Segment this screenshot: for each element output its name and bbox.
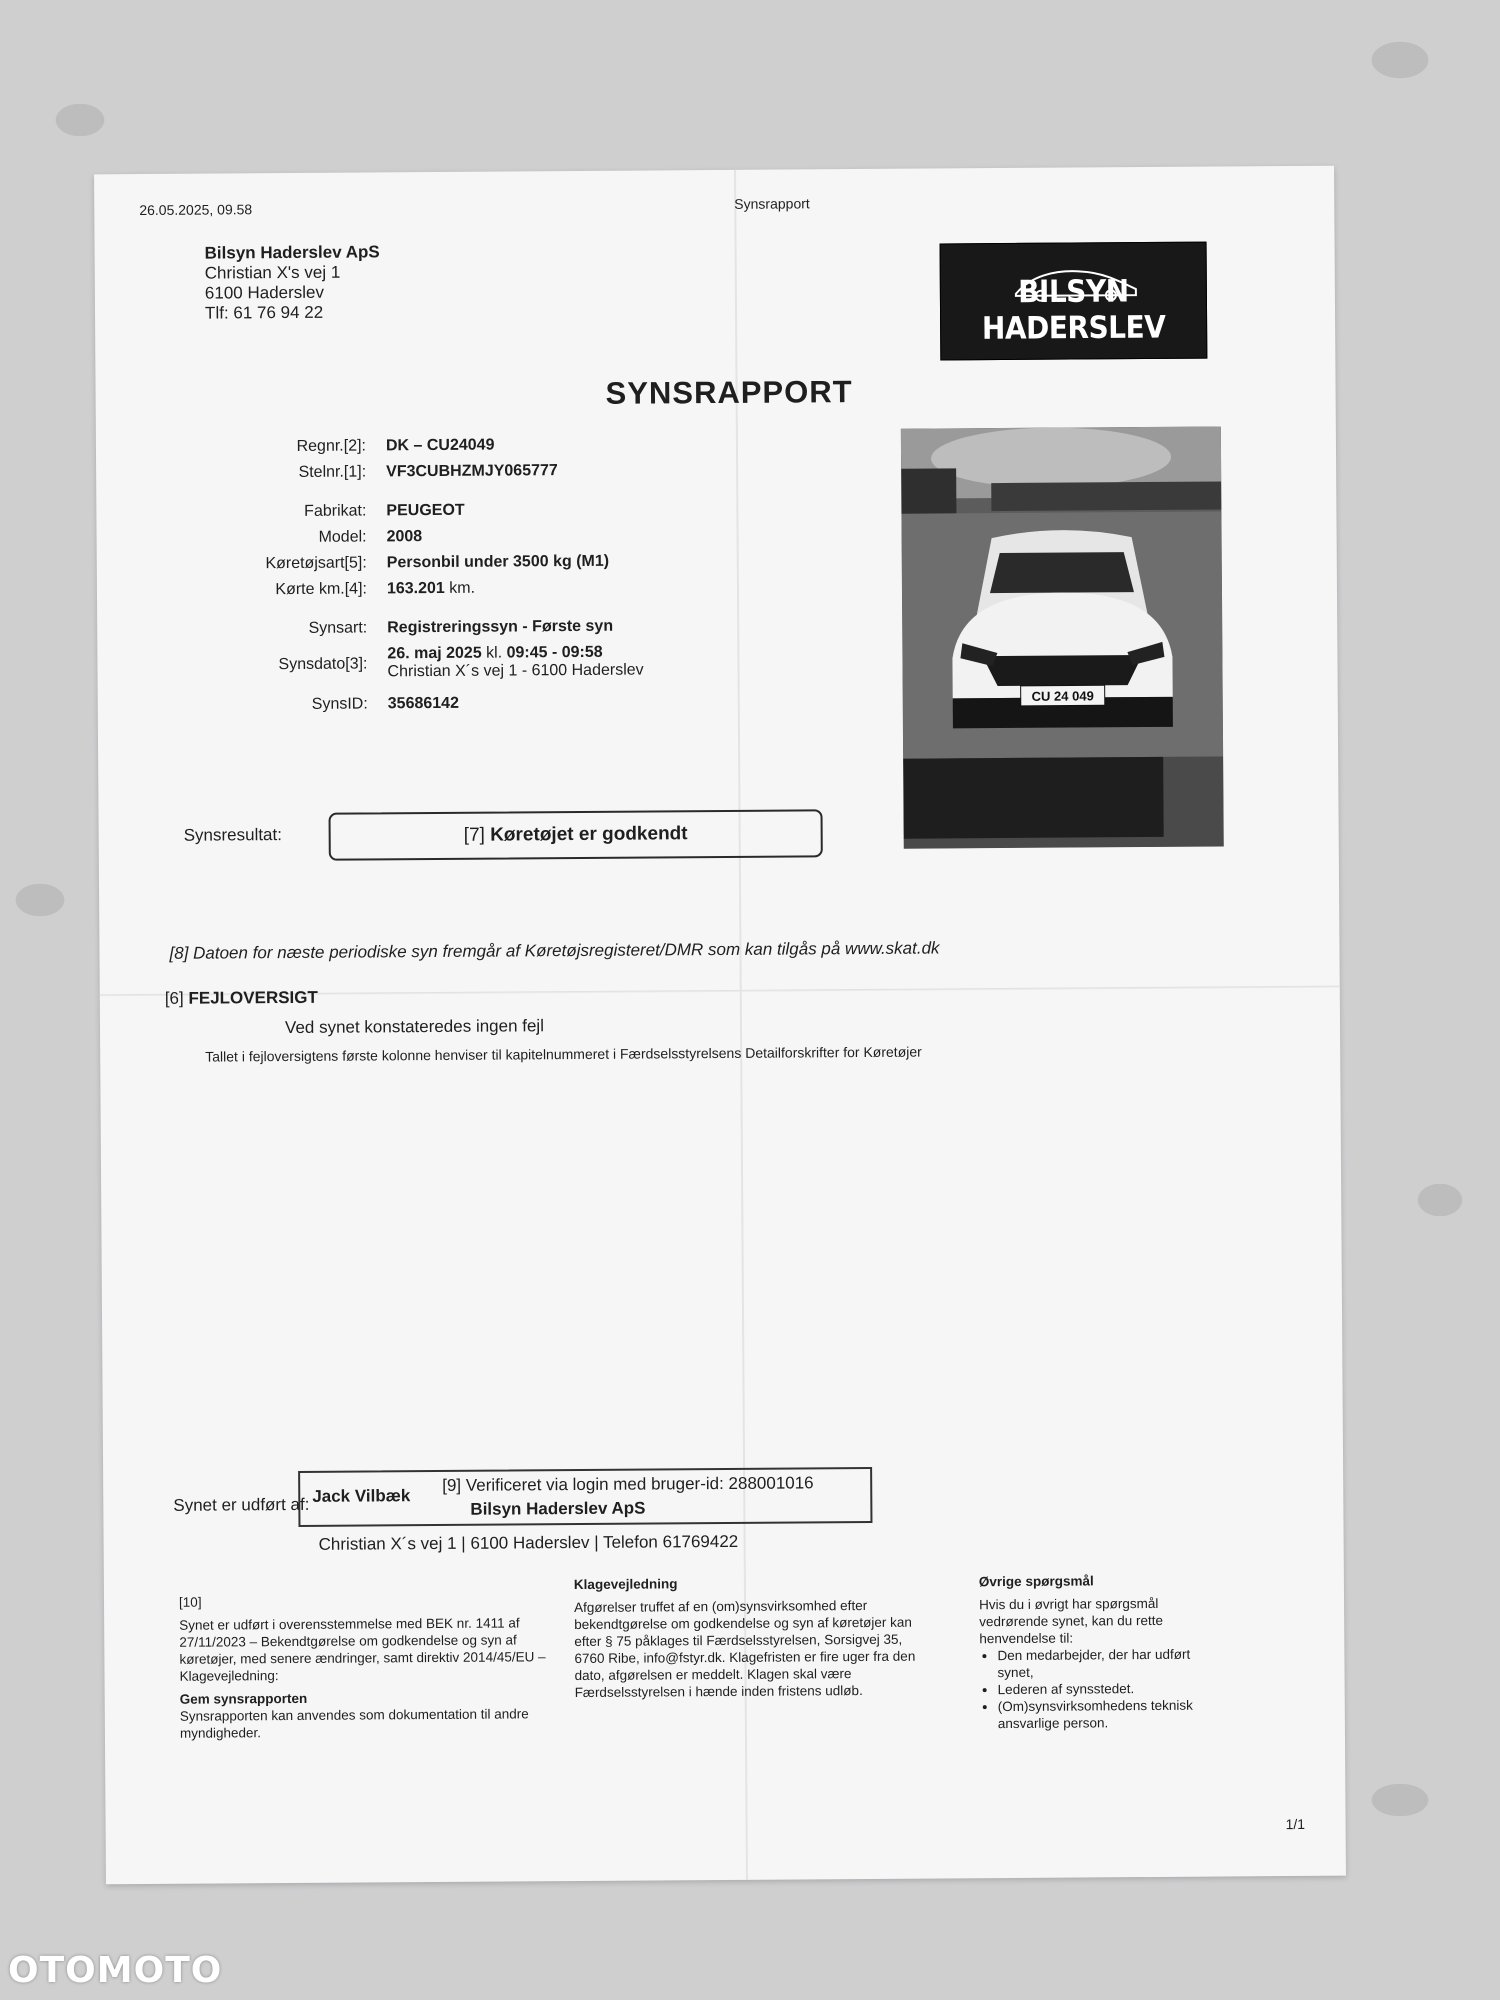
logo-text: BILSYN HADERSLEV: [981, 272, 1166, 347]
watermark-logo: OTOMOTO: [8, 1950, 223, 1991]
footer-code: [10]: [178, 1594, 202, 1610]
field-label: Model:: [318, 528, 367, 546]
fault-code: [6]: [164, 988, 184, 1008]
footer-legal-text: Synet er udført i overensstemmelse med BEK nr. 1411 af 27/11/2023 – Bekendtgørelse om godkendelse og syn af køretøjer, med senere ændringer, samt direktiv 2014/45/EU – Klagevejledning:: [179, 1615, 546, 1684]
contact-line: Christian X´s vej 1 | 6100 Haderslev | Telefon 61769422: [318, 1531, 739, 1554]
vehicle-photo: [901, 426, 1224, 848]
page-number: 1/1: [1285, 1815, 1306, 1833]
field-place: Christian X´s vej 1 - 6100 Haderslev: [387, 661, 644, 681]
company-name: Bilsyn Haderslev ApS: [204, 242, 380, 263]
field-time-prefix: kl.: [481, 644, 507, 662]
footer-questions-column: [979, 1572, 1195, 1732]
fault-heading-text: FEJLOVERSIGT: [188, 987, 318, 1008]
field-label: Synsdato[3]:: [278, 655, 368, 674]
signer-box: [298, 1467, 872, 1527]
field-value: PEUGEOT: [386, 501, 465, 520]
field-label: Køretøjsart[5]:: [265, 554, 367, 573]
company-street: Christian X's vej 1: [204, 262, 341, 283]
signer-company: Bilsyn Haderslev ApS: [470, 1498, 646, 1519]
field-value: DK – CU24049: [385, 436, 495, 455]
signer-name: Jack Vilbæk: [312, 1486, 411, 1506]
field-label: Regnr.[2]:: [296, 437, 367, 455]
field-unit: km.: [444, 579, 476, 597]
print-timestamp: 26.05.2025, 09.58: [139, 201, 253, 219]
field-time: 09:45 - 09:58: [506, 643, 603, 662]
next-inspection-note: [8] Datoen for næste periodiske syn fremgår af Køretøjsregisteret/DMR som kan tilgås på www.skat.dk: [169, 938, 940, 963]
questions-heading: Øvrige spørgsmål: [978, 1573, 1094, 1590]
complaint-heading: Klagevejledning: [573, 1576, 678, 1593]
inspection-report-sheet: [94, 166, 1346, 1885]
questions-list: [979, 1646, 1195, 1732]
license-plate: CU 24 049: [1031, 688, 1094, 704]
field-label: Synsart:: [308, 619, 368, 637]
car-photo-illustration: [901, 426, 1224, 848]
field-label: Kørte km.[4]:: [275, 580, 368, 599]
result-box: [329, 809, 823, 860]
list-item: • Lederen af synsstedet.: [998, 1680, 1195, 1698]
field-label: Fabrikat:: [304, 502, 367, 520]
fault-overview-note: Tallet i fejloversigtens første kolonne henviser til kapitelnummeret i Færdselsstyrelsens Detailforskrifter for Køretøjer: [205, 1043, 922, 1065]
company-phone: Tlf: 61 76 94 22: [204, 302, 324, 323]
field-value: Personbil under 3500 kg (M1): [386, 552, 610, 572]
footer-complaint-column: [574, 1574, 935, 1702]
field-value: 26. maj 2025: [387, 644, 482, 663]
footer-legal-column: [179, 1591, 560, 1742]
field-value-group: [387, 580, 475, 599]
page-title: SYNSRAPPORT: [605, 374, 853, 411]
list-item: • Den medarbejder, der har udført synet,: [997, 1646, 1194, 1681]
complaint-text: Afgørelser truffet af en (om)synsvirksomhed efter bekendtgørelse om godkendelse og syn af køretøjer kan efter § 75 påklages til Færdselsstyrelsen, Sorsigvej 35, 6760 Ribe, info@fstyr.dk. Klagefristen er fire uger fra den dato, afgørelsen er meddelt. Klagen skal være Færdselsstyrelsen i hænde inden fristens udløb.: [574, 1597, 916, 1701]
questions-intro: Hvis du i øvrigt har spørgsmål vedrørende synet, kan du rette henvendelse til:: [979, 1595, 1164, 1647]
field-value: Registreringssyn - Første syn: [387, 617, 614, 637]
signer-label: Synet er udført af:: [173, 1494, 310, 1515]
result-label: Synsresultat:: [183, 825, 282, 845]
field-value: VF3CUBHZMJY065777: [386, 462, 558, 481]
keep-report-text: Synsrapporten kan anvendes som dokumentation til andre myndigheder.: [179, 1706, 529, 1741]
keep-report-heading: Gem synsrapporten: [179, 1690, 308, 1707]
fault-overview-heading: [165, 988, 318, 1009]
company-block: [205, 242, 381, 323]
result-code: [7]: [463, 824, 485, 846]
field-label: Stelnr.[1]:: [298, 463, 367, 481]
signer-verification: [9] Verificeret via login med bruger-id: 288001016: [442, 1473, 814, 1495]
list-item: • (Om)synsvirksomhedens teknisk ansvarlige person.: [998, 1697, 1195, 1732]
field-value-group: [387, 644, 643, 682]
field-label: SynsID:: [311, 695, 368, 713]
company-city: 6100 Haderslev: [204, 282, 325, 303]
field-value: 35686142: [387, 694, 459, 713]
field-value: 163.201: [386, 579, 445, 598]
company-logo: [940, 242, 1208, 361]
no-faults-text: Ved synet konstateredes ingen fejl: [284, 1016, 545, 1038]
doc-label: Synsrapport: [734, 195, 810, 212]
result-text: Køretøjet er godkendt: [490, 823, 688, 846]
field-value: 2008: [386, 528, 423, 546]
